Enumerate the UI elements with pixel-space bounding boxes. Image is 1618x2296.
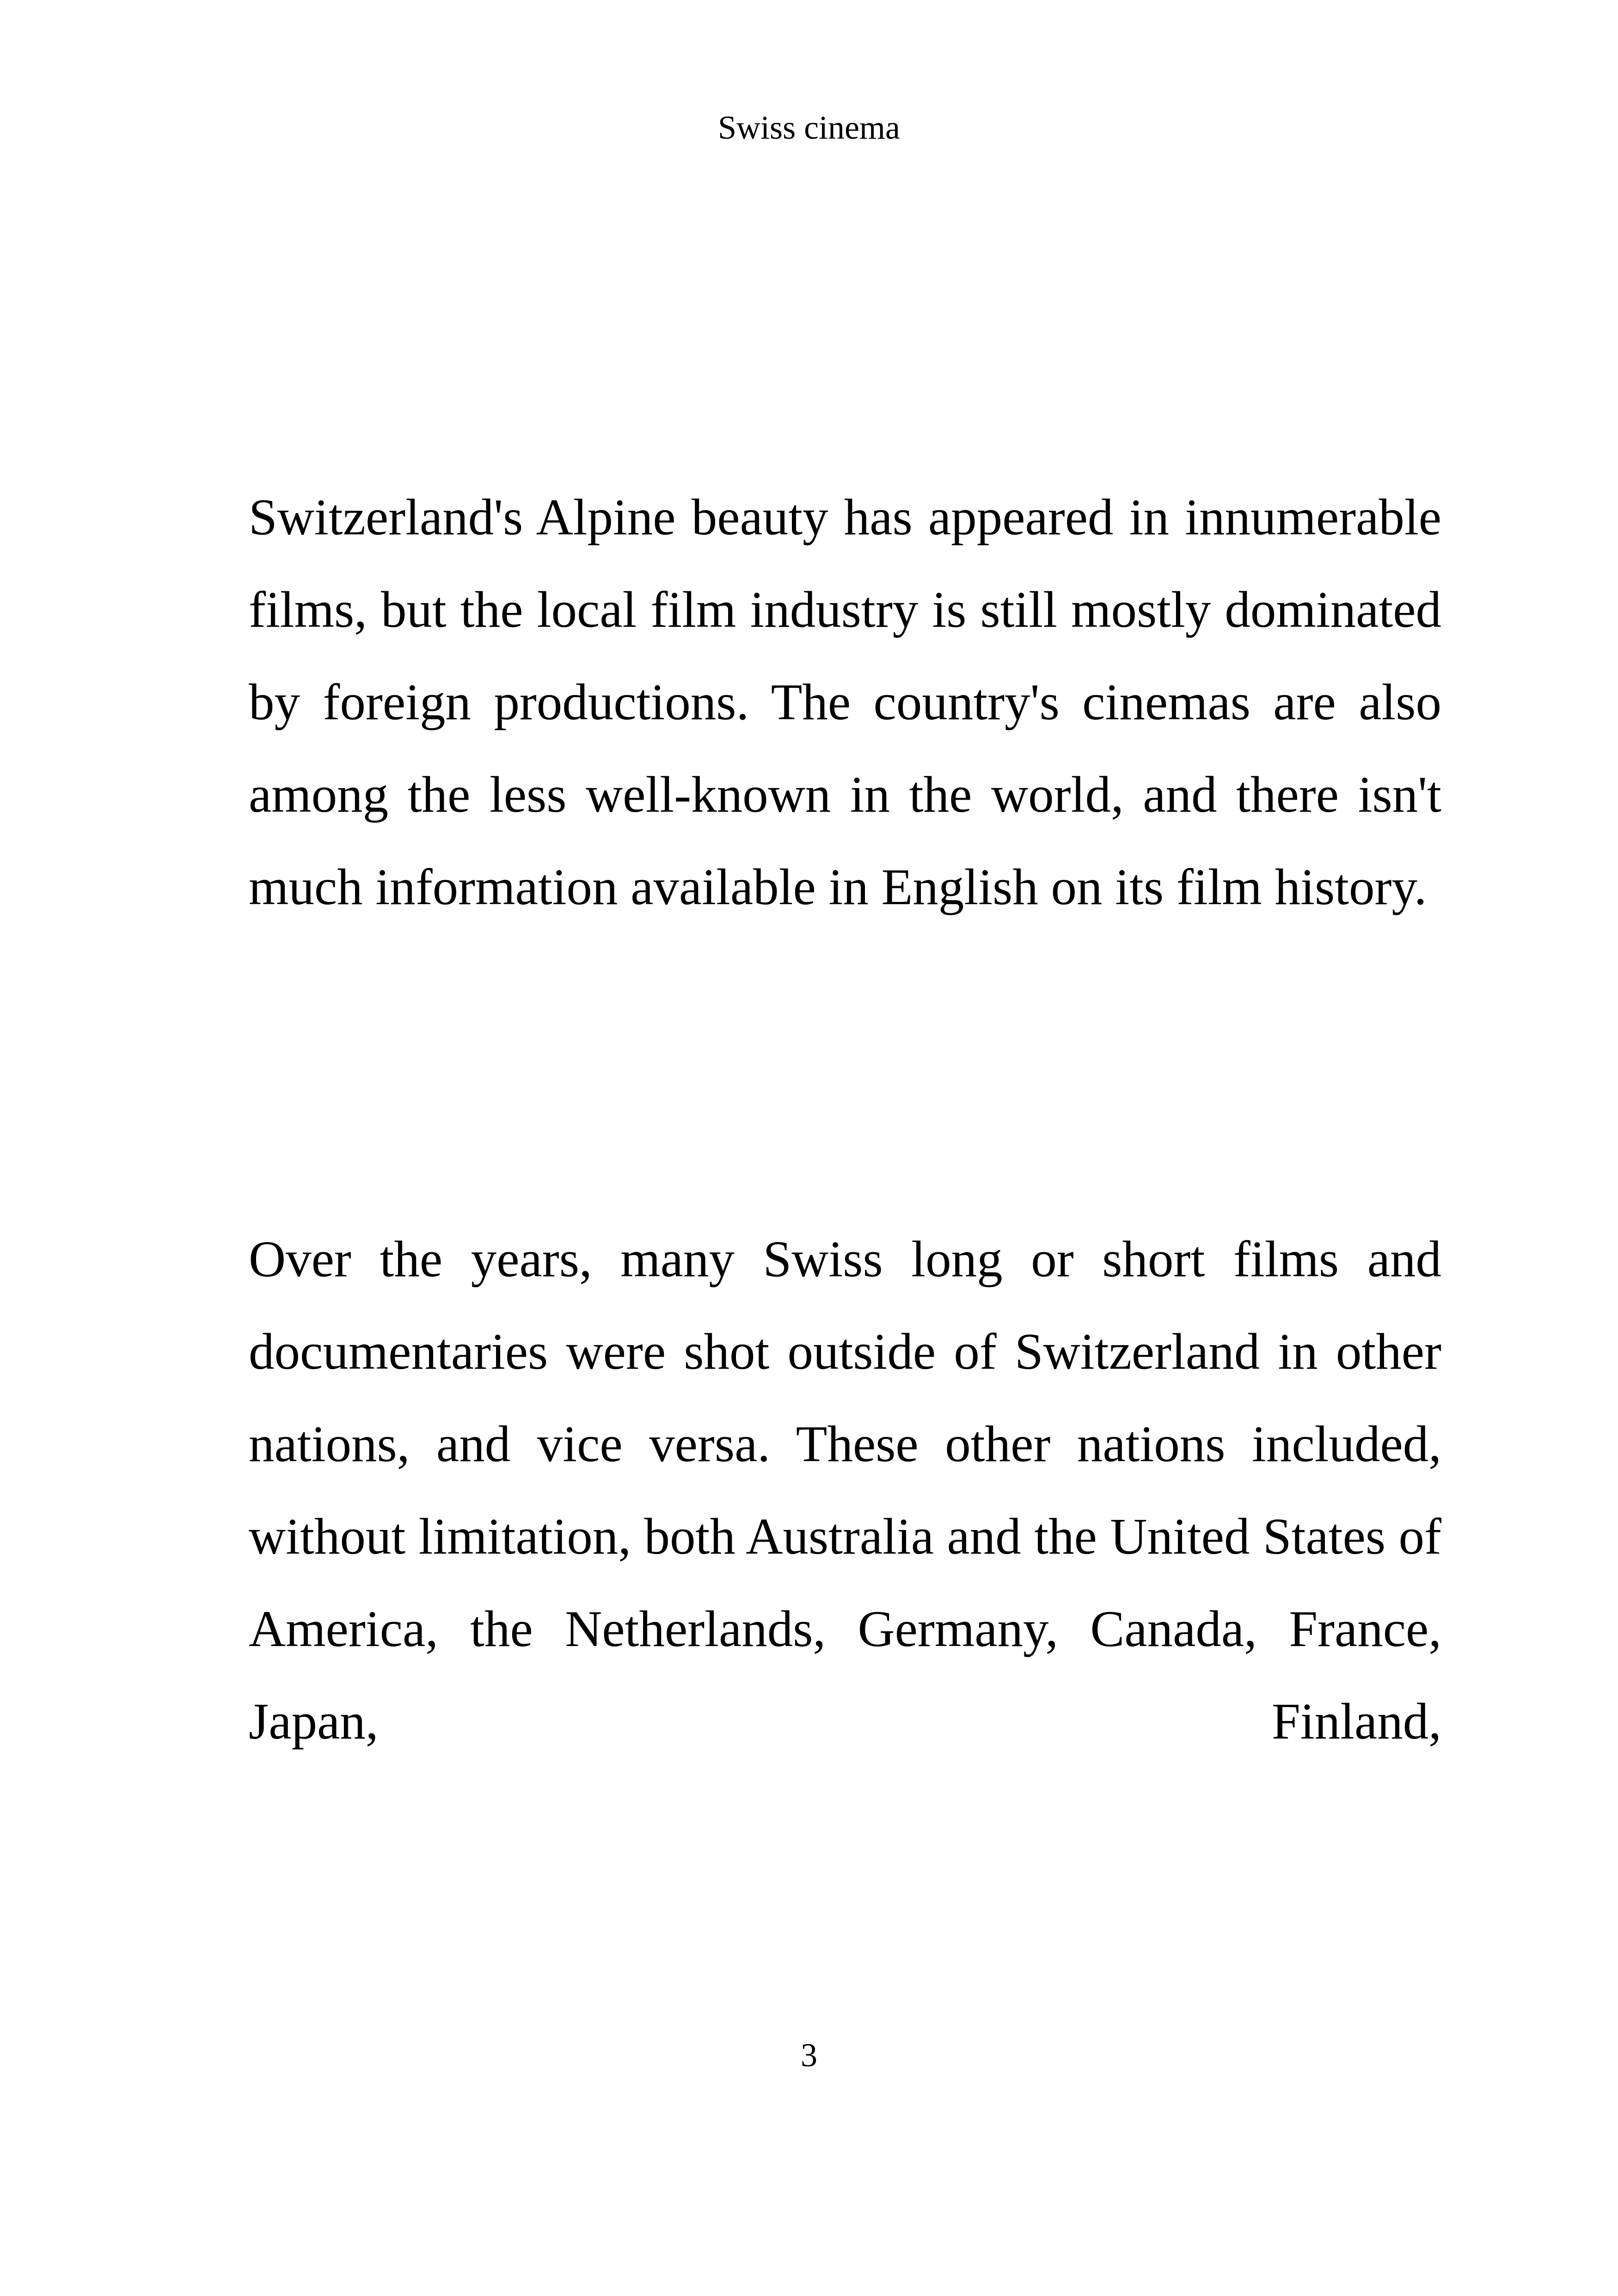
page-number: 3 [801,2037,817,2074]
paragraph: Over the years, many Swiss long or short films and documentaries were shot outside of Switzerland in other nations, and vice versa. These other nations included, without limitation, both Australia and the United States of America, the Netherlands, Germany, Canada, France, Japan, Finland, [249,1231,1441,1750]
running-header: Swiss cinema [718,109,900,146]
paragraph: Switzerland's Alpine beauty has appeared in innumerable films, but the local film industry is still mostly dominated by foreign productions. The country's cinemas are also among the less well-known in the world, and there isn't much information available in English on its film history. [249,489,1441,916]
